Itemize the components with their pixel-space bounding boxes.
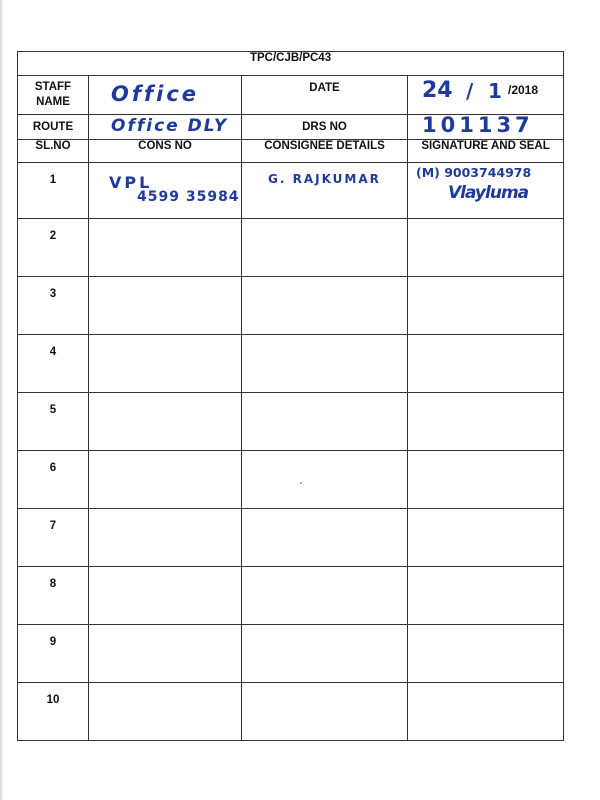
row-sl-no: 10	[18, 683, 89, 741]
row-sl-no: 1	[18, 163, 89, 219]
row-sl-no: 2	[18, 219, 89, 277]
table-row	[18, 393, 564, 451]
date-month: 1	[488, 79, 502, 103]
row-signature[interactable]	[408, 277, 564, 335]
scan-speck	[300, 482, 302, 484]
row-consignee-details[interactable]	[242, 277, 408, 335]
signature-image: Vlayluma	[448, 183, 529, 203]
row-consignee-details[interactable]	[242, 219, 408, 277]
table-row	[18, 451, 564, 509]
col-header-cons-no: CONS NO	[89, 140, 242, 163]
row-consignee-details[interactable]	[242, 625, 408, 683]
row-sl-no: 5	[18, 393, 89, 451]
row-consignee-details[interactable]	[242, 393, 408, 451]
table-row	[18, 219, 564, 277]
drs-no-label: DRS NO	[242, 115, 408, 140]
row-sl-no: 9	[18, 625, 89, 683]
row-cons-no[interactable]: VPL 4599 35984	[89, 163, 242, 219]
signature-phone: (M) 9003744978	[416, 165, 532, 180]
date-label: DATE	[242, 76, 408, 115]
row-sl-no: 3	[18, 277, 89, 335]
staff-name-value[interactable]: Office	[89, 76, 242, 115]
row-cons-no[interactable]	[89, 393, 242, 451]
table-row	[18, 335, 564, 393]
row-cons-no[interactable]	[89, 277, 242, 335]
col-header-consignee-details: CONSIGNEE DETAILS	[242, 140, 408, 163]
table-row	[18, 683, 564, 741]
row-cons-no[interactable]	[89, 219, 242, 277]
page-edge-shadow	[0, 0, 4, 800]
row-consignee-details[interactable]	[242, 509, 408, 567]
date-year: /2018	[508, 83, 539, 97]
route-value[interactable]: Office DLY	[89, 115, 242, 140]
row-sl-no: 6	[18, 451, 89, 509]
row-cons-no[interactable]	[89, 625, 242, 683]
table-row	[18, 163, 564, 219]
row-cons-no[interactable]	[89, 567, 242, 625]
row-signature[interactable]	[408, 219, 564, 277]
drs-no-value[interactable]: 101137	[408, 115, 564, 140]
row-sl-no: 4	[18, 335, 89, 393]
row-sl-no: 7	[18, 509, 89, 567]
row-cons-no[interactable]	[89, 683, 242, 741]
table-row	[18, 509, 564, 567]
col-header-signature-and-seal: SIGNATURE AND SEAL	[408, 140, 564, 163]
date-sep: /	[466, 79, 474, 103]
date-day: 24	[422, 78, 453, 103]
row-cons-no[interactable]	[89, 451, 242, 509]
row-signature[interactable]	[408, 335, 564, 393]
form-title: TPC/CJB/PC43	[18, 52, 564, 76]
row-cons-no[interactable]	[89, 509, 242, 567]
row-consignee-details[interactable]	[242, 683, 408, 741]
row-consignee-details[interactable]: G. RAJKUMAR	[242, 163, 408, 219]
row-signature[interactable]	[408, 567, 564, 625]
row-consignee-details[interactable]	[242, 335, 408, 393]
row-signature[interactable]	[408, 683, 564, 741]
route-label: ROUTE	[18, 115, 89, 140]
col-header-sl-no: SL.NO	[18, 140, 89, 163]
row-signature[interactable]	[408, 163, 564, 219]
row-signature[interactable]	[408, 393, 564, 451]
staff-name-label: STAFF NAME	[18, 76, 89, 115]
row-cons-no[interactable]	[89, 335, 242, 393]
row-signature[interactable]	[408, 509, 564, 567]
row-consignee-details[interactable]	[242, 567, 408, 625]
row-sl-no: 8	[18, 567, 89, 625]
delivery-run-sheet	[17, 51, 564, 741]
table-row	[18, 277, 564, 335]
row-signature[interactable]	[408, 625, 564, 683]
date-value[interactable]	[408, 76, 564, 115]
table-row	[18, 625, 564, 683]
row-consignee-details[interactable]	[242, 451, 408, 509]
row-signature[interactable]	[408, 451, 564, 509]
table-row	[18, 567, 564, 625]
